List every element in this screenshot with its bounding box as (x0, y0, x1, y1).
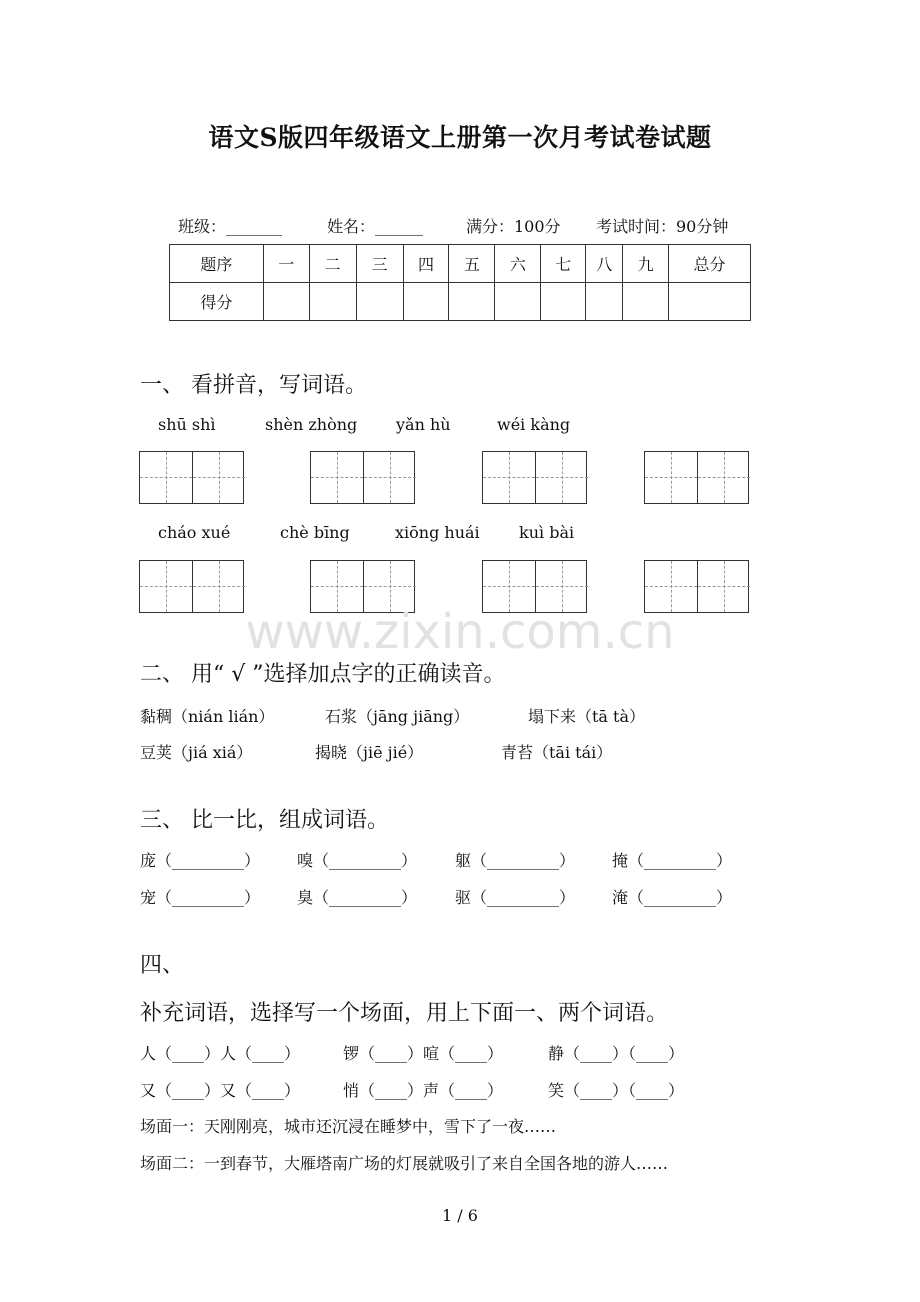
header-cell: 三 (356, 245, 403, 283)
section2-heading: 二、 用“ √ ”选择加点字的正确读音。 (140, 662, 506, 687)
scene-one: 场面一：天刚刚亮，城市还沉浸在睡梦中，雪下了一夜…… (140, 1117, 557, 1136)
score-cell[interactable] (263, 283, 309, 321)
idiom-blank[interactable]: 人（____）人（____） (140, 1044, 301, 1063)
idiom-blank[interactable]: 悄（____）声（____） (343, 1081, 504, 1100)
pinyin-label: cháo xué (158, 523, 231, 542)
full-score: 满分：100分 (466, 217, 561, 236)
word-blank[interactable]: 嗅（_________） (297, 851, 418, 870)
header-cell: 总分 (669, 245, 751, 283)
exam-time: 考试时间：90分钟 (596, 217, 729, 236)
header-cell: 五 (449, 245, 495, 283)
word-blank[interactable]: 掩（_________） (612, 851, 733, 870)
score-cell[interactable] (449, 283, 495, 321)
score-cell[interactable] (309, 283, 356, 321)
word-blank[interactable]: 臭（_________） (297, 888, 418, 907)
writing-grid[interactable] (482, 451, 587, 504)
page-number: 1 / 6 (442, 1206, 478, 1225)
scene-two: 场面二：一到春节，大雁塔南广场的灯展就吸引了来自全国各地的游人…… (140, 1154, 669, 1173)
reading-item[interactable]: 揭晓（jiē jié） (315, 743, 424, 762)
header-cell: 七 (541, 245, 586, 283)
page-title: 语文S版四年级语文上册第一次月考试卷试题 (208, 123, 712, 152)
pinyin-label: shū shì (158, 415, 216, 434)
writing-grid[interactable] (310, 451, 415, 504)
pinyin-label: wéi kàng (497, 415, 571, 434)
reading-item[interactable]: 青苔（tāi tái） (501, 743, 613, 762)
word-blank[interactable]: 宠（_________） (140, 888, 261, 907)
idiom-blank[interactable]: 静（____）（____） (548, 1044, 685, 1063)
header-cell: 一 (263, 245, 309, 283)
idiom-blank[interactable]: 又（____）又（____） (140, 1081, 301, 1100)
pinyin-label: chè bīng (280, 523, 350, 542)
header-cell: 题序 (170, 245, 264, 283)
score-cell[interactable] (403, 283, 449, 321)
header-cell: 二 (309, 245, 356, 283)
score-cell[interactable] (623, 283, 669, 321)
header-cell: 六 (495, 245, 541, 283)
reading-item[interactable]: 石浆（jāng jiāng） (325, 707, 470, 726)
section3-heading: 三、 比一比，组成词语。 (140, 808, 389, 833)
score-table (169, 244, 751, 321)
writing-grid[interactable] (644, 451, 749, 504)
header-cell: 四 (403, 245, 449, 283)
name-field: 姓名：______ (327, 217, 424, 236)
writing-grid[interactable] (139, 451, 244, 504)
section1-heading: 一、 看拼音，写词语。 (140, 373, 367, 398)
pinyin-label: yǎn hù (396, 415, 451, 434)
watermark: www.zixin.com.cn (245, 604, 675, 660)
score-table-header-row (170, 245, 751, 283)
word-blank[interactable]: 庞（_________） (140, 851, 261, 870)
word-blank[interactable]: 驱（_________） (455, 888, 576, 907)
word-blank[interactable]: 躯（_________） (455, 851, 576, 870)
score-cell[interactable] (495, 283, 541, 321)
section4-instruction: 补充词语，选择写一个场面，用上下面一、两个词语。 (140, 1001, 669, 1026)
idiom-blank[interactable]: 锣（____）喧（____） (343, 1044, 504, 1063)
reading-item[interactable]: 塌下来（tā tà） (528, 707, 646, 726)
reading-item[interactable]: 豆荚（jiá xiá） (140, 743, 253, 762)
word-blank[interactable]: 淹（_________） (612, 888, 733, 907)
section4-heading: 四、 (140, 953, 185, 978)
reading-item[interactable]: 黏稠（nián lián） (140, 707, 275, 726)
idiom-blank[interactable]: 笑（____）（____） (548, 1081, 685, 1100)
header-cell: 九 (623, 245, 669, 283)
score-cell[interactable] (356, 283, 403, 321)
class-field: 班级：_______ (178, 217, 283, 236)
pinyin-label: xiōng huái (395, 523, 480, 542)
row-label: 得分 (170, 283, 264, 321)
score-cell[interactable] (669, 283, 751, 321)
pinyin-label: shèn zhòng (265, 415, 358, 434)
score-cell[interactable] (586, 283, 623, 321)
score-table-score-row (170, 283, 751, 321)
pinyin-label: kuì bài (519, 523, 575, 542)
header-cell: 八 (586, 245, 623, 283)
score-cell[interactable] (541, 283, 586, 321)
